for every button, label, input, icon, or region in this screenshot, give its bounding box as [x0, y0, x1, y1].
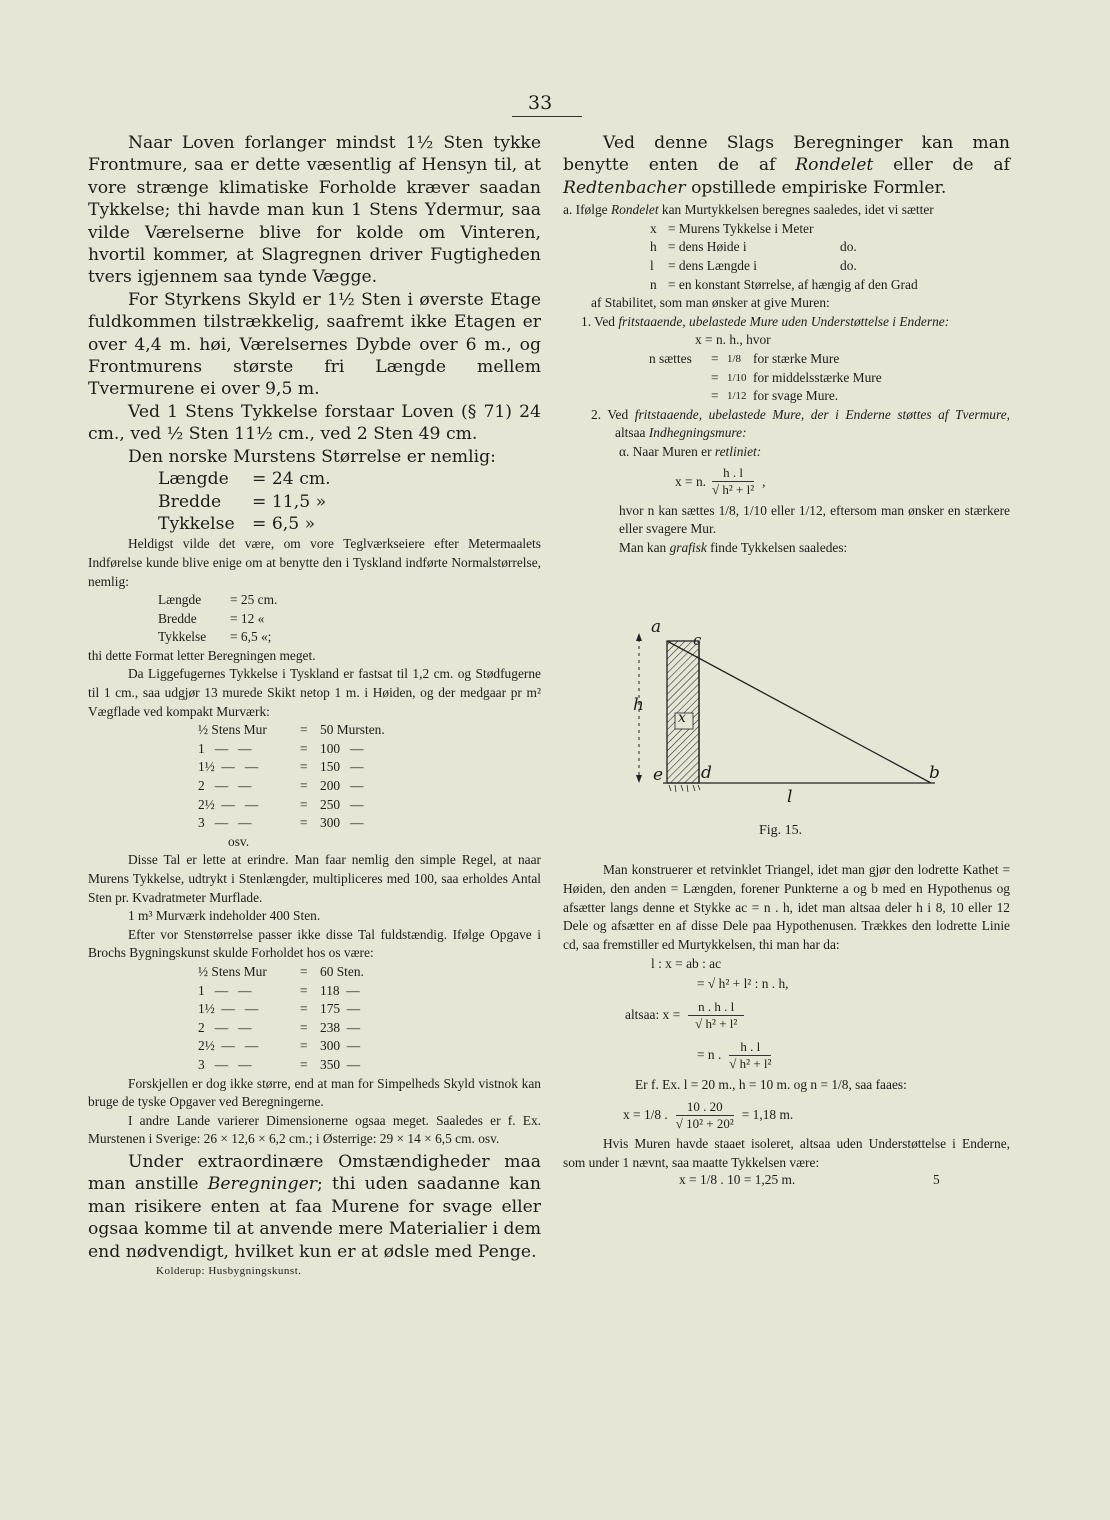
label-x: x [678, 710, 686, 727]
osv-text: osv. [228, 833, 250, 849]
tysk-width-key: Bredde [158, 610, 197, 626]
alpha-case: α. Naar Muren er retliniet: [619, 443, 762, 459]
paragraph-stens-tykkelse: Ved 1 Stens Tykkelse forstaar Loven (§ 71) 24 cm., ved ½ Sten 11½ cm., ved 2 Sten 49 cm. [88, 401, 541, 445]
hypotenuse-line [667, 641, 931, 783]
paragraph-beregninger: Ved denne Slags Beregninger kan man benytte enten de af Rondelet eller de af Redtenbacher opstillede empiriske Formler. [563, 133, 1010, 198]
table-row: ½ Stens Mur = 60 Sten. [198, 963, 364, 979]
paragraph-heldigst: Heldigst vilde det være, om vore Teglværkseiere efter Metermaalets Indførelse kunde blive enige om at benytte den i Tyskland indførte Normalstørrelse, nemlig: [88, 536, 541, 589]
label-b: b [929, 763, 940, 784]
example-line: Er f. Ex. l = 20 m., h = 10 m. og n = 1/8, saa faaes: [635, 1077, 907, 1093]
norsk-length-value: = 24 cm. [252, 469, 331, 490]
paragraph-styrke: For Styrkens Skyld er 1½ Sten i øverste Etage fuldkommen tilstrækkelig, saafremt ikke Etagen er over 4,4 m. høi, Værelsernes Dybde over 6 m., og Frontmurens største fri Længde mellem Tvermurene ei over 9,5 m. [88, 289, 541, 400]
label-h: h [633, 695, 644, 716]
table-row: 3 — — = 350 — [198, 1056, 361, 1072]
tysk-width-value: = 12 « [230, 610, 265, 626]
norsk-thickness-value: = 6,5 » [252, 513, 316, 534]
table-row: 3 — — = 300 — [198, 815, 364, 831]
header-rule [512, 116, 582, 117]
table-row: 2 — — = 238 — [198, 1019, 361, 1035]
formula-1: x = n. $\frac{h . l}{\text{√ h² + l²}}$ , [675, 465, 766, 498]
stones-table-norge [88, 963, 541, 1075]
paragraph-frontmure: Naar Loven forlanger mindst 1½ Sten tykke Frontmure, saa er dette væsentlig af Hensyn til, at vore strænge klimatiske Forholde kræver saadan Tykkelse; thi havde man kun 1 Stens Ydermur, saa vilde Værelserne blive for kolde om Vinteren, hvortil kommer, at Slagregnen driver Fugtigheden tvers igjennem saa tynde Vægge. [88, 133, 541, 288]
paragraph-hvor: hvor n kan sættes 1/8, 1/10 eller 1/12, eftersom man ønsker en stærkere eller svagere Mur. [619, 502, 1010, 537]
paragraph-disse-tal: Disse Tal er lette at erindre. Man faar nemlig den simple Regel, at naar Murens Tykkelse, udtrykt i Stenlængder, multipliceres med 100, saa erholdes Antal Sten pr. Kvadratmeter Murflade. [88, 852, 541, 905]
norsk-width-value: = 11,5 » [252, 491, 327, 512]
table-row: 1 — — = 118 — [198, 982, 360, 998]
label-a: a [651, 617, 662, 638]
paragraph-extraordinaere: Under extraordinære Omstændigheder maa man anstille Beregninger; thi uden saadanne kan man risikere enten at faa Murene for svage eller ogsaa komme til at anvende mere Materialier i dem end nødvendigt, hvilket kun er at ødsle med Penge. [88, 1151, 541, 1262]
paragraph-rondelet: a. Ifølge Rondelet kan Murtykkelsen beregnes saaledes, idet vi sætter [563, 202, 934, 218]
right-column [563, 132, 1010, 1192]
table-row: 1 — — = 100 — [198, 740, 364, 756]
equation-6: x = 1/8 . 10 = 1,25 m. [679, 1172, 796, 1188]
case-1: 1. Ved fritstaaende, ubelastede Mure uden Understøttelse i Enderne: [581, 313, 950, 329]
equation-1: l : x = ab : ac [651, 956, 722, 972]
tysk-thickness-value: = 6,5 «; [230, 629, 272, 645]
paragraph-format: thi dette Format letter Beregningen meget. [88, 647, 316, 663]
equations [563, 954, 1010, 1135]
label-d: d [701, 763, 712, 784]
norsk-thickness-key: Tykkelse [158, 513, 235, 534]
variable-definitions: x = Murens Tykkelse i Meter h = dens Høide i do. l = dens Længde i do. n = en konstant Størrelse, af hængig af den Grad [650, 220, 918, 292]
equation-2: = √ h² + l² : n . h, [697, 976, 789, 992]
label-c: c [693, 631, 702, 650]
case-1-formula: x = n. h., hvor [695, 332, 771, 348]
paragraph-andre-lande: I andre Lande varierer Dimensionerne ogsaa meget. Saaledes er f. Ex. Murstenen i Sverige: 26 × 12,6 × 6,2 cm.; i Østerrige: 29 × 14 × 6,5 cm. osv. [88, 1112, 541, 1147]
table-row: 1½ — — = 150 — [198, 759, 364, 775]
stones-table-tyskland [88, 721, 541, 851]
arrow-down-icon [636, 775, 642, 783]
n-values: n sættes = 1/8 for stærke Mure = 1/10 for middelsstærke Mure = 1/12 for svage Mure. [649, 350, 882, 404]
paragraph-forskjellen: Forskjellen er dog ikke større, end at man for Simpelheds Skyld vistnok kan bruge de tyske Opgaver ved Beregningerne. [88, 1075, 541, 1110]
left-column [88, 132, 541, 1277]
equation-3: altsaa: x = $\frac{n . h . l}{\text{√ h² + l²}}$ [563, 995, 1010, 1035]
footer-source: Kolderup: Husbygningskunst. [156, 1264, 302, 1277]
table-row: 1½ — — = 175 — [198, 1001, 361, 1017]
norsk-length-key: Længde [158, 469, 229, 490]
equation-5: x = 1/8 . $\frac{10 . 20}{\text{√ 10² + 20²}}$ = 1,18 m. [623, 1098, 794, 1131]
tysk-length-key: Længde [158, 592, 202, 608]
paragraph-stabilitet: af Stabilitet, som man ønsker at give Muren: [591, 295, 830, 311]
table-row: 2½ — — = 250 — [198, 796, 364, 812]
paragraph-konstruerer: Man konstruerer et retvinklet Triangel, idet man gjør den lodrette Kathet = Høiden, den anden = Længden, forener Punkterne a og b med en Hypothenus og afsætter langs denne et Stykke ac = n . h, idet man altsaa deler h i 8, 10 eller 12 Dele og afsætter en af disse Dele paa Hypothenusen. Trækkes den lodrette Linie cd, saa fremstiller ed Murtykkelsen, thi man har da: [563, 862, 1010, 952]
signature-mark: 5 [933, 1172, 940, 1188]
table-row: 2 — — = 200 — [198, 778, 364, 794]
page-number: 33 [528, 92, 553, 114]
paragraph-m3: 1 m³ Murværk indeholder 400 Sten. [128, 908, 321, 924]
table-row: ½ Stens Mur = 50 Mursten. [198, 722, 385, 738]
norsk-size-list [88, 468, 541, 535]
figure-15 [563, 593, 1010, 839]
label-e: e [653, 765, 664, 786]
tysk-size-list [88, 591, 541, 647]
table-row: 2½ — — = 300 — [198, 1038, 361, 1054]
paragraph-isoleret: Hvis Muren havde staaet isoleret, altsaa uden Understøttelse i Enderne, som under 1 nævnt, saa maatte Tykkelsen være: [563, 1136, 1010, 1170]
paragraph-efter-vor: Efter vor Stenstørrelse passer ikke disse Tal fuldstændig. Ifølge Opgave i Brochs Bygningskunst skulde Forholdet hos os være: [88, 926, 541, 961]
triangle-diagram [563, 593, 1010, 793]
paragraph-liggefuger: Da Liggefugernes Tykkelse i Tyskland er fastsat til 1,2 cm. og Stødfugerne til 1 cm., saa udgjør 13 murede Skikt netop 1 m. i Høiden, og der medgaar pr m² Vægflade ved kompakt Murværk: [88, 666, 541, 719]
norsk-width-key: Bredde [158, 491, 222, 512]
figure-caption: Fig. 15. [759, 823, 803, 839]
paragraph-norsk-murstens: Den norske Murstens Størrelse er nemlig: [128, 446, 496, 467]
tysk-thickness-key: Tykkelse [158, 629, 207, 645]
label-l: l [787, 787, 793, 808]
arrow-up-icon [636, 633, 642, 641]
case-2: 2. Ved fritstaaende, ubelastede Mure, der i Enderne støttes af Tvermure, altsaa Indhegningsmure: [591, 406, 1010, 441]
paragraph-grafisk: Man kan grafisk finde Tykkelsen saaledes: [619, 539, 848, 555]
ground-marks [669, 785, 700, 792]
equation-4: = n . $\frac{h . l}{\text{√ h² + l²}}$ [697, 1038, 772, 1071]
tysk-length-value: = 25 cm. [230, 592, 278, 608]
